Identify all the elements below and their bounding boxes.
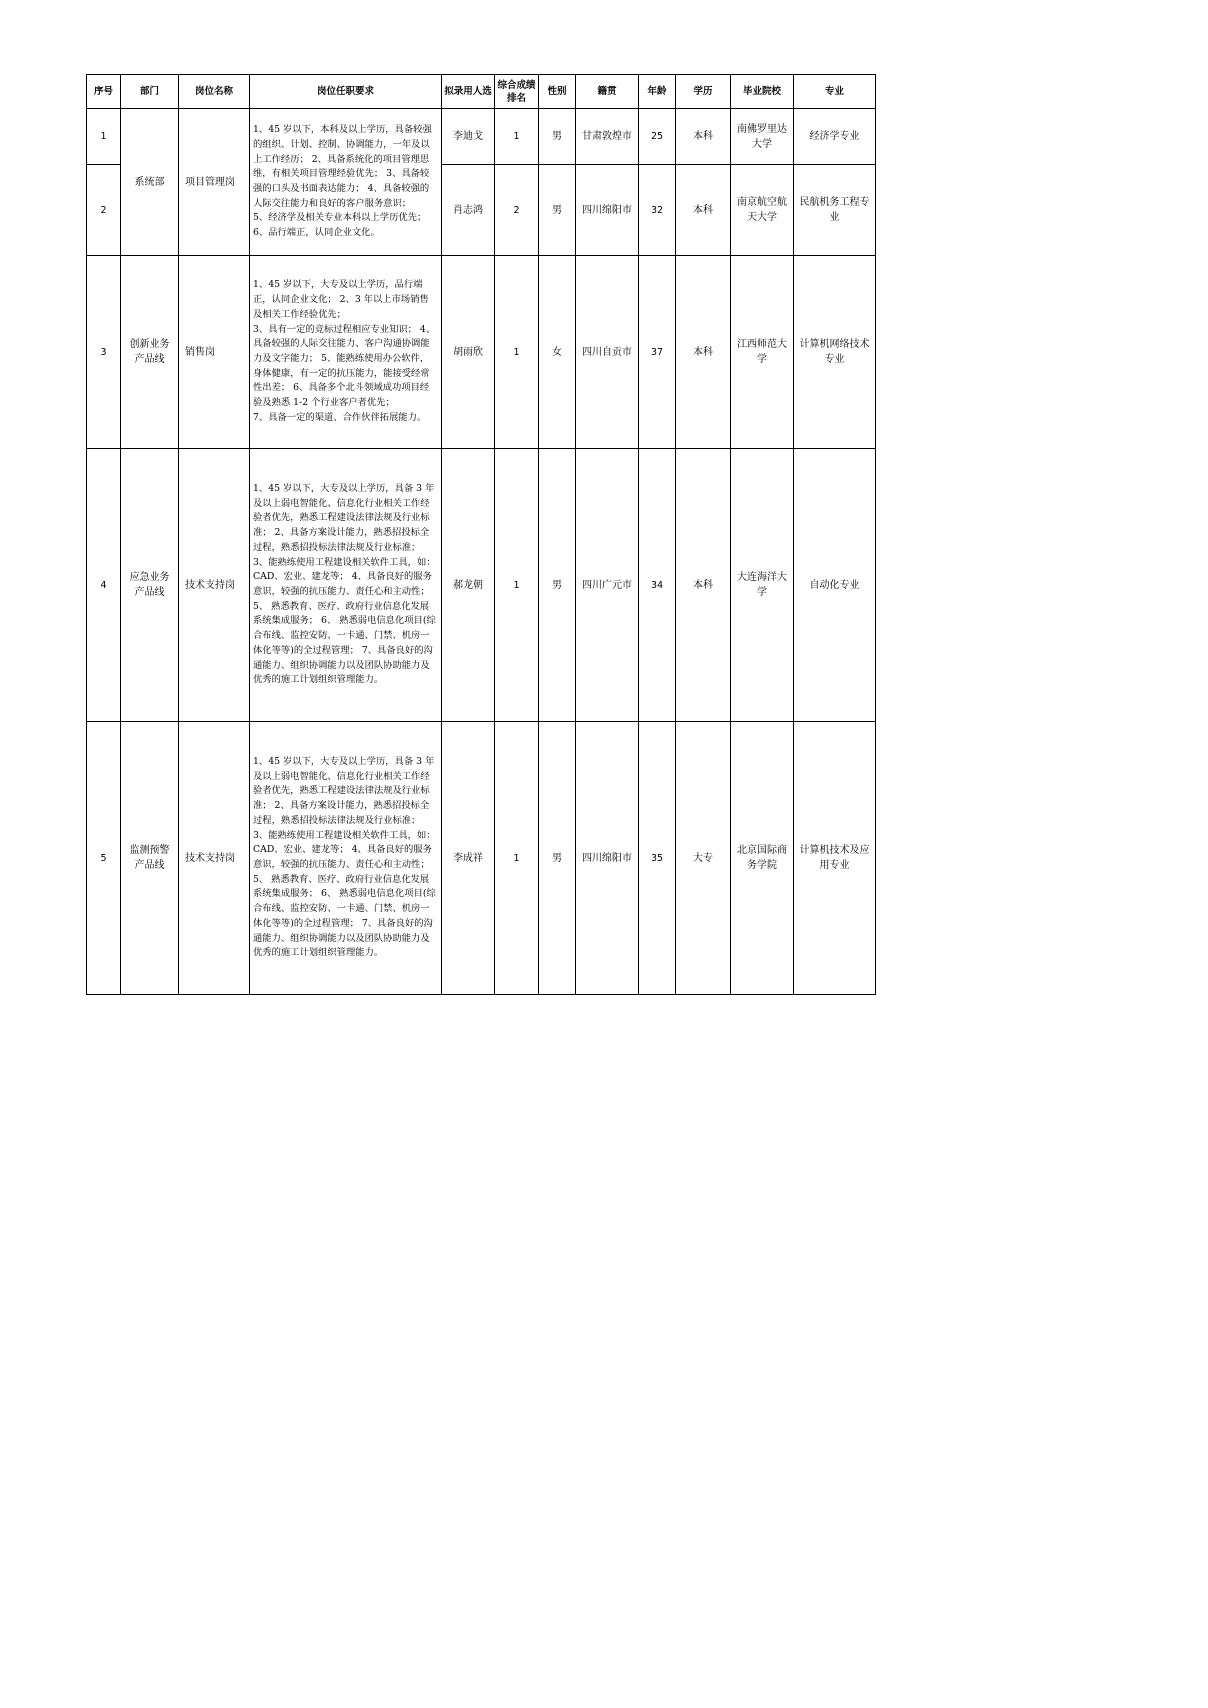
row-education: 本科 xyxy=(676,449,731,722)
row-age: 37 xyxy=(639,256,676,449)
row-school: 南佛罗里达大学 xyxy=(731,109,794,165)
row-major: 自动化专业 xyxy=(794,449,876,722)
header-rank: 综合成绩排名 xyxy=(495,75,539,109)
row-position: 销售岗 xyxy=(179,256,250,449)
header-major: 专业 xyxy=(794,75,876,109)
header-candidate: 拟录用人选 xyxy=(442,75,495,109)
row-dept: 创新业务产品线 xyxy=(121,256,179,449)
row-candidate: 郝龙朝 xyxy=(442,449,495,722)
header-dept: 部门 xyxy=(121,75,179,109)
row-school: 江西师范大学 xyxy=(731,256,794,449)
row-requirements xyxy=(250,722,442,995)
row-seq: 2 xyxy=(87,165,121,256)
header-position: 岗位名称 xyxy=(179,75,250,109)
row-major: 计算机技术及应用专业 xyxy=(794,722,876,995)
header-origin: 籍贯 xyxy=(576,75,639,109)
row-origin: 四川广元市 xyxy=(576,449,639,722)
requirements-text: 1、45 岁以下，大专及以上学历，具备 3 年及以上弱电智能化、信息化行业相关工作经验者优先，熟悉工程建设法律法规及行业标准； 2、具备方案设计能力，熟悉招投标全过程，熟悉招投标法律法规及行业标准； 3、能熟练使用工程建设相关软件工具，如：CAD、宏业、建龙等； 4、具备良好的服务意识，较强的抗压能力、责任心和主动性； 5、 熟悉教育、医疗、政府行业信息化发展系统集成服务； 6、 熟悉弱电信息化项目(综合布线、监控安防、一卡通、门禁、机房一体化等等)的全过程管理； 7、具备良好的沟通能力、组织协调能力以及团队协助能力及优秀的施工计划组织管理能力。 xyxy=(253,483,436,686)
row-major: 计算机网络技术专业 xyxy=(794,256,876,449)
row-education: 本科 xyxy=(676,109,731,165)
row-rank: 1 xyxy=(495,449,539,722)
row-education: 大专 xyxy=(676,722,731,995)
row-seq: 4 xyxy=(87,449,121,722)
row-gender: 女 xyxy=(539,256,576,449)
row-requirements xyxy=(250,109,442,256)
row-candidate: 胡雨欣 xyxy=(442,256,495,449)
row-origin: 四川自贡市 xyxy=(576,256,639,449)
row-gender: 男 xyxy=(539,165,576,256)
header-requirements: 岗位任职要求 xyxy=(250,75,442,109)
header-row xyxy=(87,75,876,109)
header-gender: 性别 xyxy=(539,75,576,109)
row-gender: 男 xyxy=(539,109,576,165)
row-major: 经济学专业 xyxy=(794,109,876,165)
row-rank: 1 xyxy=(495,109,539,165)
row-gender: 男 xyxy=(539,722,576,995)
row-major: 民航机务工程专业 xyxy=(794,165,876,256)
row-dept: 系统部 xyxy=(121,109,179,256)
row-age: 25 xyxy=(639,109,676,165)
row-requirements xyxy=(250,256,442,449)
row-age: 35 xyxy=(639,722,676,995)
requirements-text: 1、45 岁以下，大专及以上学历，具备 3 年及以上弱电智能化、信息化行业相关工作经验者优先，熟悉工程建设法律法规及行业标准； 2、具备方案设计能力，熟悉招投标全过程，熟悉招投标法律法规及行业标准； 3、能熟练使用工程建设相关软件工具，如：CAD、宏业、建龙等； 4、具备良好的服务意识，较强的抗压能力、责任心和主动性； 5、 熟悉教育、医疗、政府行业信息化发展系统集成服务； 6、 熟悉弱电信息化项目(综合布线、监控安防、一卡通、门禁、机房一体化等等)的全过程管理； 7、具备良好的沟通能力、组织协调能力以及团队协助能力及优秀的施工计划组织管理能力。 xyxy=(253,756,436,959)
row-seq: 1 xyxy=(87,109,121,165)
table-row xyxy=(87,722,876,995)
row-seq: 3 xyxy=(87,256,121,449)
row-position: 技术支持岗 xyxy=(179,449,250,722)
row-position: 技术支持岗 xyxy=(179,722,250,995)
table-row xyxy=(87,109,876,165)
row-candidate: 李迪戈 xyxy=(442,109,495,165)
row-seq: 5 xyxy=(87,722,121,995)
header-school: 毕业院校 xyxy=(731,75,794,109)
header-education: 学历 xyxy=(676,75,731,109)
row-age: 32 xyxy=(639,165,676,256)
header-seq: 序号 xyxy=(87,75,121,109)
row-origin: 四川绵阳市 xyxy=(576,165,639,256)
row-requirements xyxy=(250,449,442,722)
row-rank: 1 xyxy=(495,722,539,995)
row-school: 南京航空航天大学 xyxy=(731,165,794,256)
header-age: 年龄 xyxy=(639,75,676,109)
row-school: 大连海洋大学 xyxy=(731,449,794,722)
row-origin: 四川绵阳市 xyxy=(576,722,639,995)
requirements-text: 1、45 岁以下，本科及以上学历，具备较强的组织、计划、控制、协调能力，一年及以上工作经历； 2、具备系统化的项目管理思维，有相关项目管理经验优先； 3、具备较强的口头及书面表达能力； 4、具备较强的人际交往能力和良好的客户服务意识； 5、经济学及相关专业本科以上学历优先； 6、品行端正，认同企业文化。 xyxy=(253,124,432,239)
row-candidate: 肖志鸿 xyxy=(442,165,495,256)
row-origin: 甘肃敦煌市 xyxy=(576,109,639,165)
row-position: 项目管理岗 xyxy=(179,109,250,256)
row-education: 本科 xyxy=(676,256,731,449)
row-rank: 1 xyxy=(495,256,539,449)
requirements-text: 1、45 岁以下，大专及以上学历，品行端正，认同企业文化； 2、3 年以上市场销售及相关工作经验优先； 3、具有一定的竞标过程相应专业知识； 4、具备较强的人际交往能力、客户沟通协调能力及文字能力； 5、能熟练使用办公软件，身体健康，有一定的抗压能力，能接受经常性出差； 6、具备多个北斗领域成功项目经验及熟悉 1-2 个行业客户者优先； 7、具备一定的渠道、合作伙伴拓展能力。 xyxy=(253,279,436,423)
row-dept: 监测预警产品线 xyxy=(121,722,179,995)
table-row xyxy=(87,256,876,449)
row-education: 本科 xyxy=(676,165,731,256)
row-candidate: 李成祥 xyxy=(442,722,495,995)
row-gender: 男 xyxy=(539,449,576,722)
row-rank: 2 xyxy=(495,165,539,256)
row-school: 北京国际商务学院 xyxy=(731,722,794,995)
candidate-roster-table xyxy=(86,74,876,995)
row-dept: 应急业务产品线 xyxy=(121,449,179,722)
table-row xyxy=(87,449,876,722)
row-age: 34 xyxy=(639,449,676,722)
